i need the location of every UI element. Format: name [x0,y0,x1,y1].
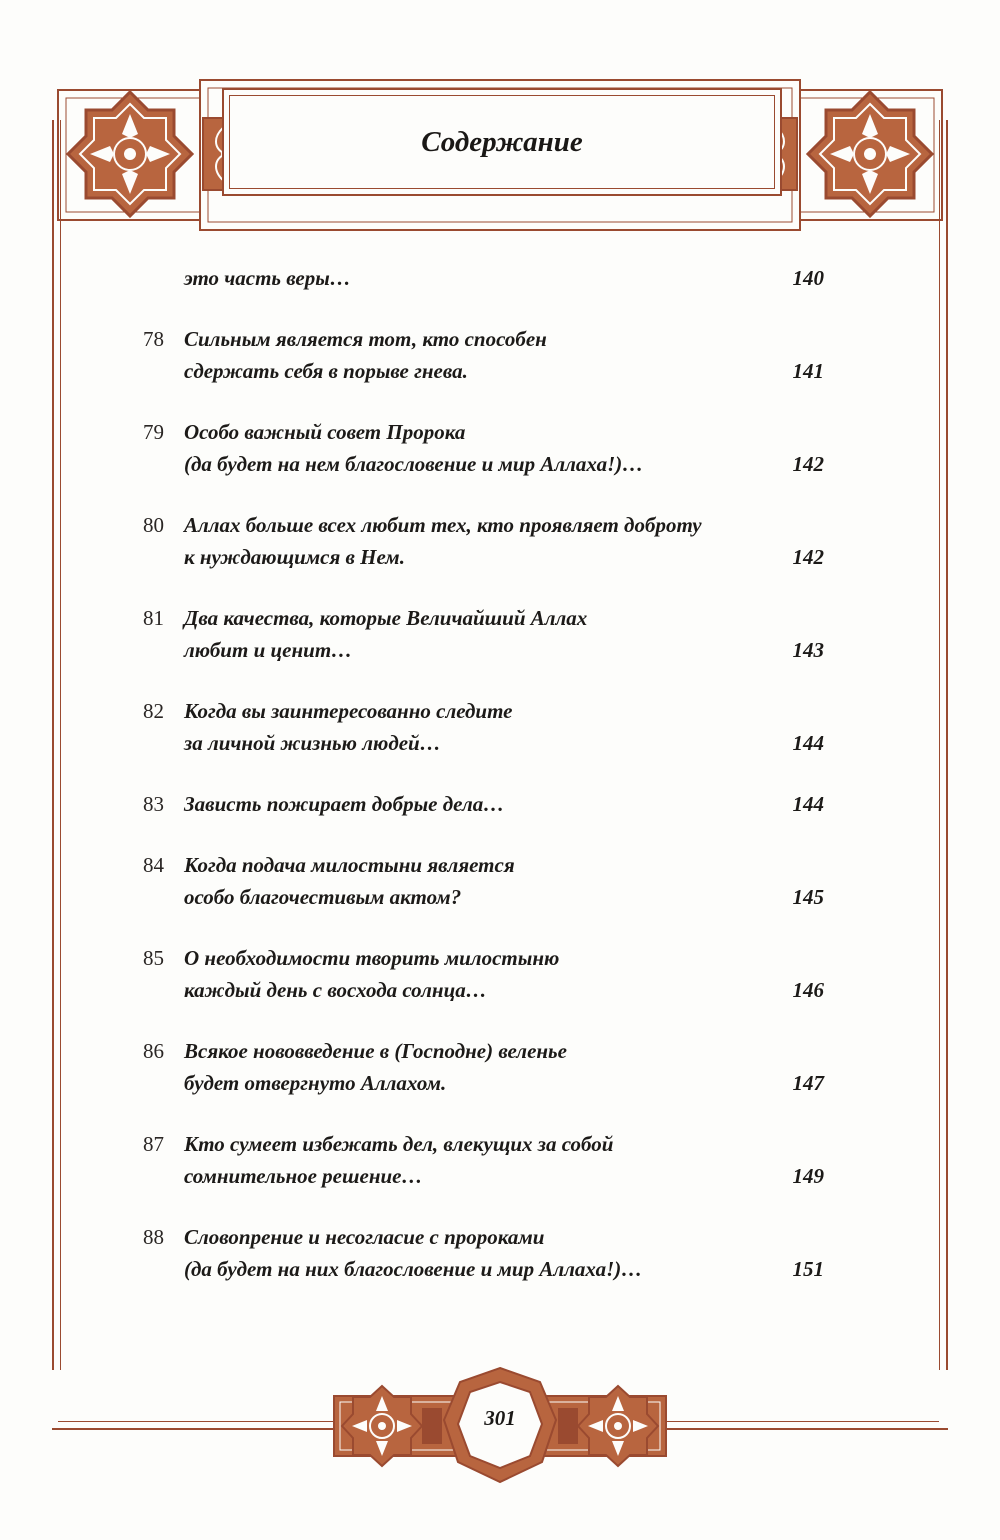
toc-entry-title-line: Зависть пожирает добрые дела… [184,792,505,816]
toc-entry-title-line: О необходимости творить милостыню [184,946,560,970]
toc-entry-page: 145 [792,885,824,909]
page-title: Содержание [421,125,583,158]
toc-entry-title-line: за личной жизнью людей… [184,731,441,755]
frame-left-border [52,120,54,1370]
frame-right-border [946,120,948,1370]
toc-entry-title-line: каждый день с восхода солнца… [184,978,487,1002]
toc-entry-number: 85 [143,946,164,970]
toc-entry-title-line: Особо важный совет Пророка [184,420,466,444]
toc-entry-title-line: к нуждающимся в Нем. [184,545,405,569]
toc-entry-title-line: будет отвергнуто Аллахом. [184,1071,447,1095]
toc-entry-page: 146 [792,978,824,1002]
toc-entry-title-line: Когда подача милостыни является [184,853,515,877]
toc-entry-number: 78 [143,327,164,351]
frame-bottom-right-border [654,1428,948,1430]
toc-entry-title-line: любит и ценит… [184,638,353,662]
toc-entry-number: 87 [143,1132,164,1156]
toc-entry-title-line: Два качества, которые Величайший Аллах [184,606,588,630]
toc-entry-number: 82 [143,699,164,723]
title-box [222,88,782,196]
toc-entry-page: 143 [792,638,824,662]
toc-entry-number: 86 [143,1039,164,1063]
toc-entry-number: 80 [143,513,164,537]
toc-entry-page: 142 [792,545,824,569]
toc-entry-page: 144 [792,792,824,816]
toc-entry-title-line: (да будет на них благословение и мир Аллаха!)… [184,1257,643,1281]
toc-entry-page: 147 [792,1071,824,1095]
toc-entry-page: 144 [792,731,824,755]
toc-entry-title-line: Всякое нововведение в (Господне) веленье [184,1039,567,1063]
toc-entry-page: 142 [792,452,824,476]
toc-entry-page: 151 [792,1257,824,1281]
page-number: 301 [484,1406,516,1430]
toc-entry-title-line: сдержать себя в порыве гнева. [184,359,468,383]
toc-entry-number: 79 [143,420,164,444]
toc-entry-title-line: Кто сумеет избежать дел, влекущих за собой [184,1132,614,1156]
toc-entry-number: 84 [143,853,164,877]
toc-entry-number: 88 [143,1225,164,1249]
toc-entry-page: 149 [792,1164,824,1188]
frame-bottom-left-border [52,1428,348,1430]
toc-entry-page: 141 [792,359,824,383]
toc-entry-title-line: Сильным является тот, кто способен [184,327,547,351]
toc-entry-number: 83 [143,792,164,816]
toc-entry-page: 140 [792,266,824,290]
toc-entry-number: 81 [143,606,164,630]
toc-entry-title-line: Словопрение и несогласие с пророками [184,1225,545,1249]
toc-entry-title-line: Когда вы заинтересованно следите [184,699,513,723]
toc-entry-title-line: особо благочестивым актом? [184,885,462,909]
toc-entry-title-line: это часть веры… [184,266,351,290]
toc-entry-title-line: (да будет на нем благословение и мир Аллаха!)… [184,452,644,476]
toc-entry-title-line: сомнительное решение… [184,1164,423,1188]
toc-entry-title-line: Аллах больше всех любит тех, кто проявляет доброту [184,513,702,537]
